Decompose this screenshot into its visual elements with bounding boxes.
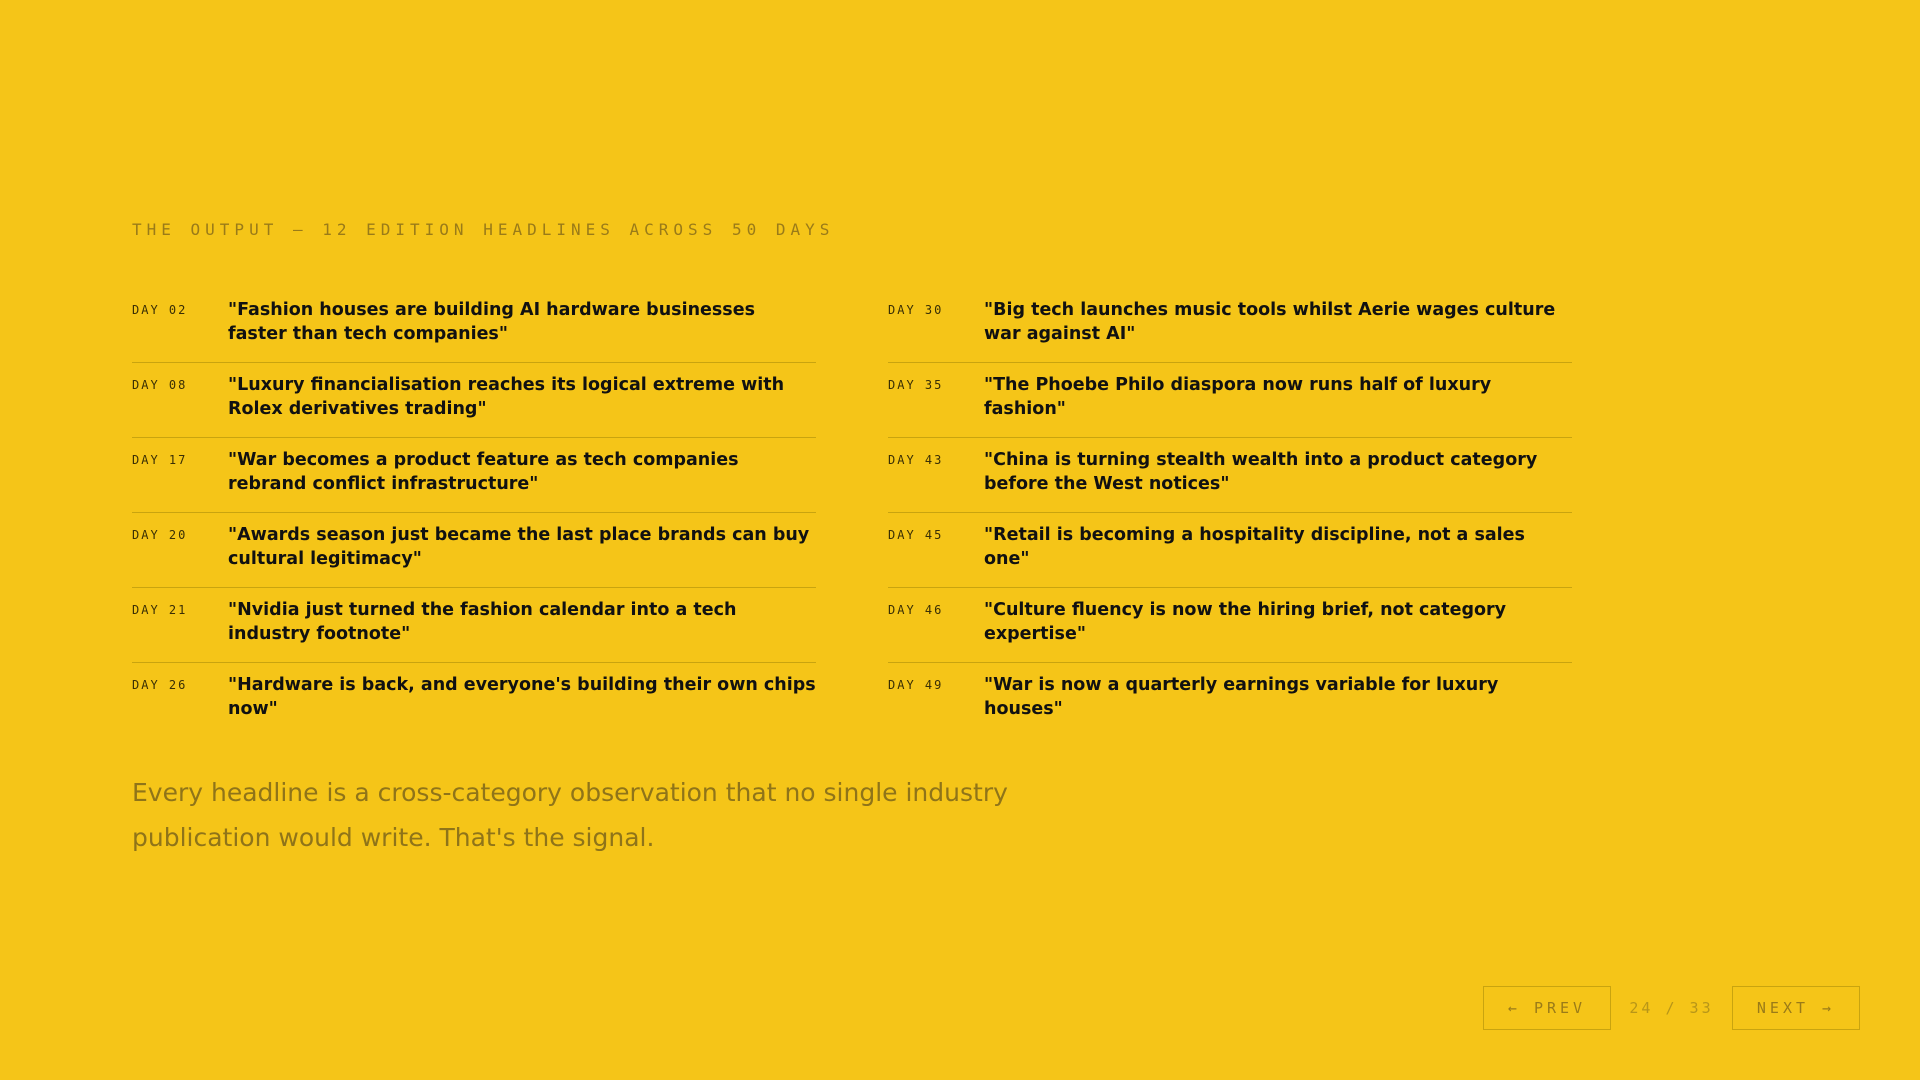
headline-text: "Culture fluency is now the hiring brief, not category expertise" <box>984 600 1507 644</box>
headline-row <box>888 363 1572 438</box>
day-label: DAY 17 <box>132 453 188 467</box>
headline-text: "Retail is becoming a hospitality discipline, not a sales one" <box>984 525 1525 569</box>
headline-row <box>888 513 1572 588</box>
headline-text: "Nvidia just turned the fashion calendar into a tech industry footnote" <box>228 600 737 644</box>
headline-text: "China is turning stealth wealth into a product category before the West notices" <box>984 450 1538 494</box>
headline-row <box>888 288 1572 363</box>
headline-row <box>132 363 816 438</box>
headline-row <box>132 513 816 588</box>
day-label: DAY 26 <box>132 678 188 692</box>
headline-row <box>888 663 1572 737</box>
day-label: DAY 43 <box>888 453 944 467</box>
headline-text: "Awards season just became the last place brands can buy cultural legitimacy" <box>228 525 810 569</box>
headline-row <box>888 438 1572 513</box>
day-label: DAY 35 <box>888 378 944 392</box>
headline-text: "Luxury financialisation reaches its logical extreme with Rolex derivatives trading" <box>228 375 785 419</box>
headline-text: "War becomes a product feature as tech companies rebrand conflict infrastructure" <box>228 450 739 494</box>
headline-list-right <box>888 288 1572 737</box>
slide-counter: 24 / 33 <box>1629 999 1714 1017</box>
headline-row <box>888 588 1572 663</box>
headline-row <box>132 588 816 663</box>
headline-list-left <box>132 288 816 737</box>
headline-row <box>132 663 816 737</box>
headline-text: "The Phoebe Philo diaspora now runs half of luxury fashion" <box>984 375 1492 419</box>
headline-text: "Hardware is back, and everyone's building their own chips now" <box>228 675 816 719</box>
day-label: DAY 30 <box>888 303 944 317</box>
day-label: DAY 21 <box>132 603 188 617</box>
day-label: DAY 46 <box>888 603 944 617</box>
headline-text: "Big tech launches music tools whilst Aerie wages culture war against AI" <box>984 300 1556 344</box>
headline-text: "Fashion houses are building AI hardware businesses faster than tech companies" <box>228 300 756 344</box>
day-label: DAY 20 <box>132 528 188 542</box>
day-label: DAY 02 <box>132 303 188 317</box>
prev-button[interactable]: ← PREV <box>1483 986 1611 1030</box>
headline-text: "War is now a quarterly earnings variable for luxury houses" <box>984 675 1499 719</box>
next-button[interactable]: NEXT → <box>1732 986 1860 1030</box>
day-label: DAY 45 <box>888 528 944 542</box>
day-label: DAY 49 <box>888 678 944 692</box>
day-label: DAY 08 <box>132 378 188 392</box>
headline-row <box>132 438 816 513</box>
summary-text: Every headline is a cross-category observation that no single industry publication would write. That's the signal. <box>132 778 1008 852</box>
section-eyebrow: THE OUTPUT — 12 EDITION HEADLINES ACROSS 50 DAYS <box>132 220 835 239</box>
headline-row <box>132 288 816 363</box>
